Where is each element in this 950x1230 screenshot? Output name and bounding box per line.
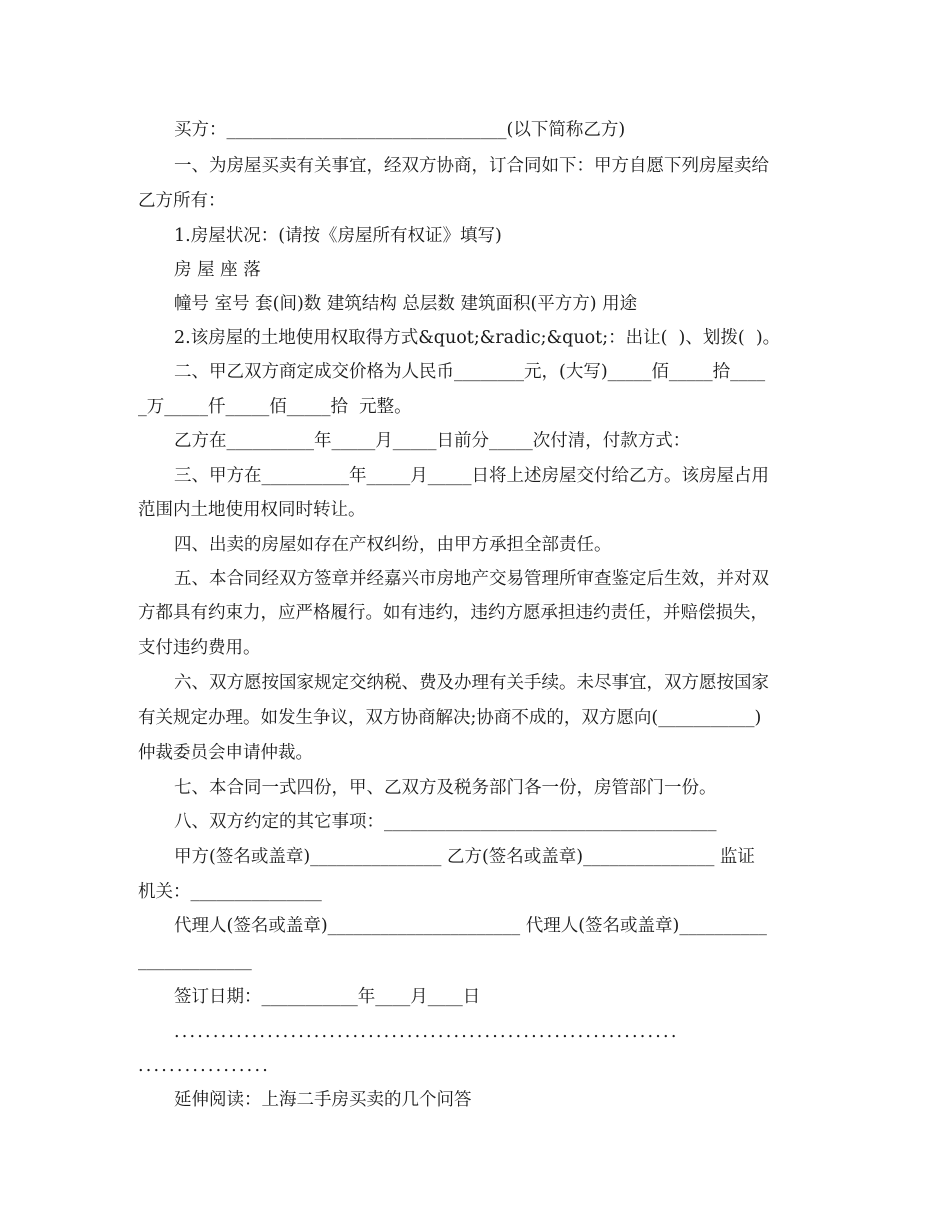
clause-6-line-3: 仲裁委员会申请仲裁。 [138, 743, 313, 763]
buyer-line: 买方：________________________________(以下简称乙方) [174, 120, 626, 140]
dotted-separator-1: ................................................................. [174, 1022, 679, 1042]
signatures-line-1: 甲方(签名或盖章)_______________ 乙方(签名或盖章)_______________ 监证 [174, 847, 755, 867]
house-details-line: 幢号 室号 套(间)数 建筑结构 总层数 建筑面积(平方方) 用途 [174, 294, 638, 314]
further-reading-line: 延伸阅读：上海二手房买卖的几个问答 [174, 1090, 472, 1110]
payment-line: 乙方在__________年_____月_____日前分_____次付清，付款方式： [174, 431, 691, 451]
clause-6-line-1: 六、双方愿按国家规定交纳税、费及办理有关手续。未尽事宜，双方愿按国家 [174, 673, 769, 693]
house-location-line: 房 屋 座 落 [174, 260, 261, 280]
clause-6-line-2: 有关规定办理。如发生争议，双方协商解决;协商不成的，双方愿向(___________) [138, 708, 762, 728]
dotted-separator-2: ................. [138, 1056, 270, 1076]
clause-5-line-2: 方都具有约束力，应严格履行。如有违约，违约方愿承担违约责任，并赔偿损失， [138, 603, 768, 623]
clause-7-line: 七、本合同一式四份，甲、乙双方及税务部门各一份，房管部门一份。 [174, 778, 717, 798]
clause-3-line-2: 范围内土地使用权同时转让。 [138, 500, 366, 520]
clause-5-line-3: 支付违约费用。 [138, 638, 261, 658]
agents-line-2: _____________ [138, 951, 252, 971]
house-status-line: 1.房屋状况：(请按《房屋所有权证》填写) [174, 226, 502, 246]
clause-5-line-1: 五、本合同经双方签章并经嘉兴市房地产交易管理所审查鉴定后生效，并对双 [174, 569, 769, 589]
clause-3-line-1: 三、甲方在__________年_____月_____日将上述房屋交付给乙方。该房屋占用 [174, 466, 769, 486]
clause-2-line-2: _万_____仟_____佰_____拾 元整。 [138, 397, 412, 417]
clause-1-line-1: 一、为房屋买卖有关事宜，经双方协商，订合同如下：甲方自愿下列房屋卖给 [174, 156, 769, 176]
signing-date-line: 签订日期：___________年____月____日 [174, 987, 481, 1007]
clause-2-line-1: 二、甲乙双方商定成交价格为人民币________元，(大写)_____佰_____拾____ [174, 362, 766, 382]
clause-1-line-2: 乙方所有： [138, 191, 226, 211]
agents-line-1: 代理人(签名或盖章)______________________ 代理人(签名或盖章)__________ [174, 916, 767, 936]
clause-4-line: 四、出卖的房屋如存在产权纠纷，由甲方承担全部责任。 [174, 535, 612, 555]
clause-8-line: 八、双方约定的其它事项：______________________________________ [174, 812, 717, 832]
signatures-line-2: 机关：_______________ [138, 882, 322, 902]
land-use-right-line: 2.该房屋的土地使用权取得方式&quot;&radic;&quot;：出让( )、划拨( )。 [174, 328, 781, 348]
